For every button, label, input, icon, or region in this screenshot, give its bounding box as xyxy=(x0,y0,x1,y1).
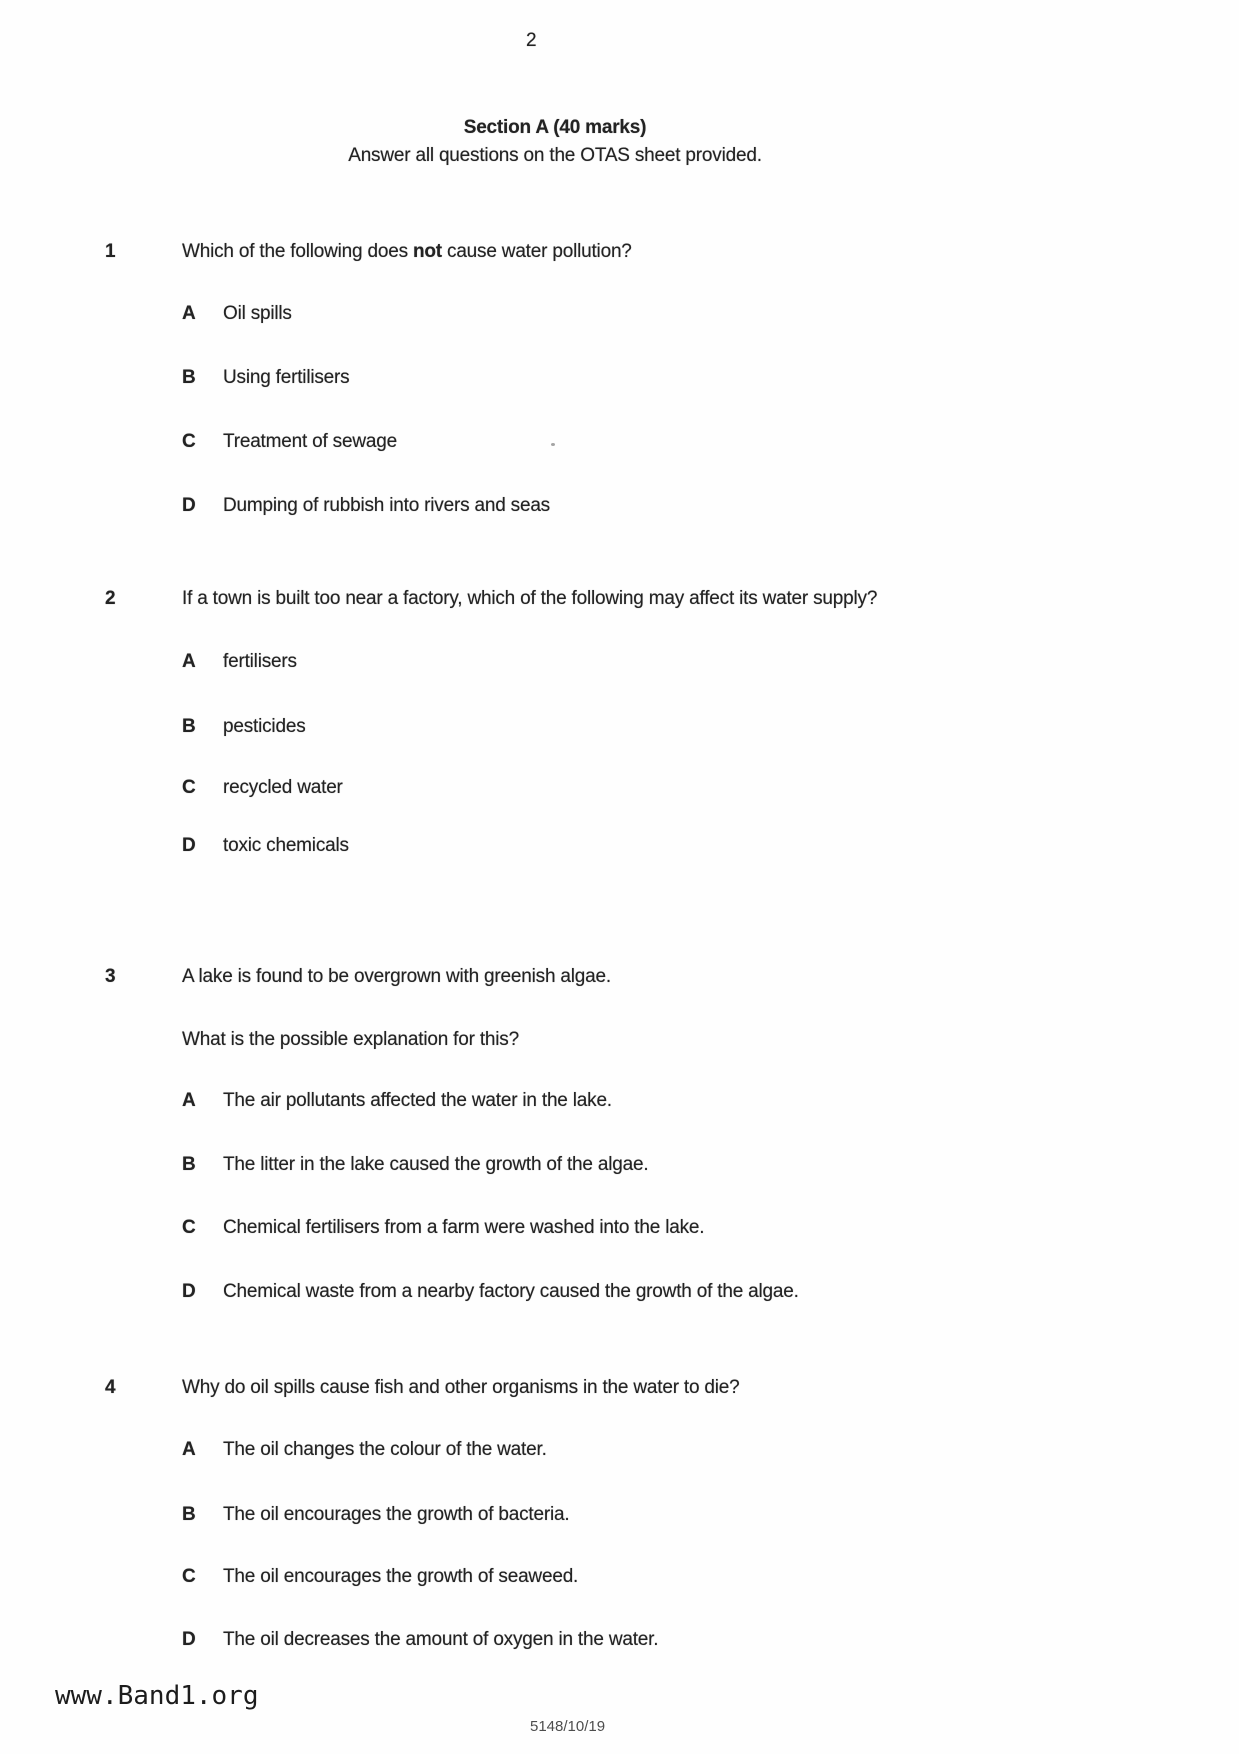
option-letter: D xyxy=(182,495,196,516)
option-row xyxy=(182,1088,612,1114)
option-text: The air pollutants affected the water in the lake. xyxy=(223,1090,612,1111)
section-title: Section A (40 marks) xyxy=(463,117,647,138)
option-text: Dumping of rubbish into rivers and seas xyxy=(223,495,550,516)
option-letter: B xyxy=(182,716,196,737)
option-letter: D xyxy=(182,835,196,856)
option-text: fertilisers xyxy=(223,651,297,672)
option-letter: D xyxy=(182,1281,196,1302)
option-letter: A xyxy=(182,1090,196,1111)
question-text: Why do oil spills cause fish and other organisms in the water to die? xyxy=(182,1377,740,1398)
question-number: 1 xyxy=(105,241,116,262)
option-letter: A xyxy=(182,303,196,324)
option-text: recycled water xyxy=(223,777,343,798)
option-row xyxy=(182,1279,799,1305)
option-row xyxy=(182,493,550,519)
question-3 xyxy=(105,964,611,990)
option-letter: A xyxy=(182,1439,196,1460)
site-watermark: www.Band1.org xyxy=(55,1681,259,1711)
option-text: pesticides xyxy=(223,716,306,737)
page-number: 2 xyxy=(526,30,537,51)
option-row xyxy=(182,1564,578,1590)
option-text: The oil encourages the growth of seaweed. xyxy=(223,1566,579,1587)
question-number: 4 xyxy=(105,1377,116,1398)
option-text: toxic chemicals xyxy=(223,835,349,856)
option-text: Using fertilisers xyxy=(223,367,350,388)
option-row xyxy=(182,1627,658,1653)
option-row xyxy=(182,714,306,740)
option-text: Chemical waste from a nearby factory caused the growth of the algae. xyxy=(223,1281,799,1302)
option-text: The oil changes the colour of the water. xyxy=(223,1439,547,1460)
option-row xyxy=(182,775,343,801)
question-4 xyxy=(105,1375,740,1401)
option-row xyxy=(182,1152,648,1178)
option-text: The oil decreases the amount of oxygen in the water. xyxy=(223,1629,659,1650)
option-row xyxy=(182,365,349,391)
option-row xyxy=(182,649,297,675)
option-row xyxy=(182,1437,547,1463)
option-letter: C xyxy=(182,777,196,798)
option-letter: C xyxy=(182,1566,196,1587)
option-text: The oil encourages the growth of bacteria. xyxy=(223,1504,570,1525)
question-text: A lake is found to be overgrown with greenish algae. xyxy=(182,966,611,987)
option-letter: C xyxy=(182,431,196,452)
option-row xyxy=(182,1215,704,1241)
question-1 xyxy=(105,239,632,265)
emphasized-word: not xyxy=(412,241,442,262)
option-row xyxy=(182,1502,569,1528)
option-row xyxy=(182,301,292,327)
question-number: 2 xyxy=(105,588,116,609)
option-text: The litter in the lake caused the growth of the algae. xyxy=(223,1154,649,1175)
question-number: 3 xyxy=(105,966,116,987)
option-letter: A xyxy=(182,651,196,672)
question-2 xyxy=(105,586,877,612)
option-letter: D xyxy=(182,1629,196,1650)
option-letter: B xyxy=(182,367,196,388)
option-letter: C xyxy=(182,1217,196,1238)
question-text-line-2: What is the possible explanation for this? xyxy=(182,1029,519,1050)
scan-speck xyxy=(551,443,555,446)
option-row xyxy=(182,429,397,455)
option-text: Treatment of sewage xyxy=(223,431,397,452)
question-text: If a town is built too near a factory, which of the following may affect its water supply? xyxy=(182,588,878,609)
section-instruction: Answer all questions on the OTAS sheet provided. xyxy=(348,145,762,166)
option-row xyxy=(182,833,349,859)
option-letter: B xyxy=(182,1154,196,1175)
question-text: Which of the following does not cause water pollution? xyxy=(182,241,632,262)
option-text: Oil spills xyxy=(223,303,292,324)
option-letter: B xyxy=(182,1504,196,1525)
option-text: Chemical fertilisers from a farm were washed into the lake. xyxy=(223,1217,705,1238)
paper-code: 5148/10/19 xyxy=(530,1718,606,1735)
